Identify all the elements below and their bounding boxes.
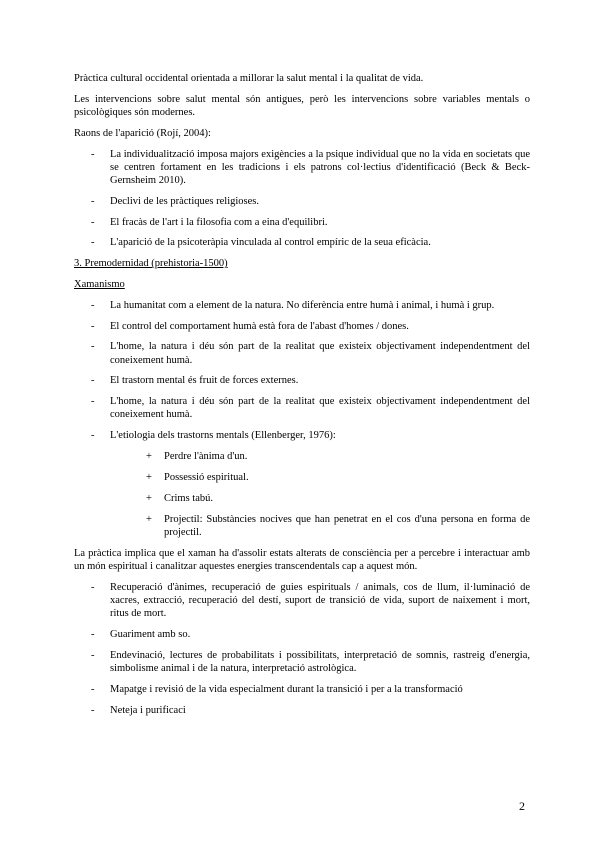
list-item xyxy=(74,628,530,641)
plus-marker: + xyxy=(146,472,152,484)
dash-marker: - xyxy=(91,649,95,661)
sub-list-item-text: Perdre l'ànima d'un. xyxy=(164,451,248,463)
plus-marker: + xyxy=(146,513,152,525)
shamanism-list xyxy=(74,299,530,539)
sub-list-item xyxy=(128,471,530,484)
subheading: Xamanismo xyxy=(74,278,125,290)
sub-list-item xyxy=(128,492,530,505)
sub-list-item-text: Possessió espiritual. xyxy=(164,472,249,484)
dash-marker: - xyxy=(91,341,95,353)
plus-marker: + xyxy=(146,451,152,463)
sub-list-item-text: Crims tabú. xyxy=(164,492,213,504)
paragraph-practice: La pràctica implica que el xaman ha d'assolir estats alterats de consciència per a percebre i interactuar amb un món espiritual i canalitzar aquestes energies transcendentals cap a aquest món. xyxy=(74,547,530,572)
list-item-text: El fracàs de l'art i la filosofia com a eina d'equilibri. xyxy=(110,216,328,228)
list-item xyxy=(74,299,530,312)
dash-marker: - xyxy=(91,396,95,408)
list-item xyxy=(74,195,530,208)
dash-marker: - xyxy=(91,148,95,160)
list-item xyxy=(74,216,530,229)
list-item xyxy=(74,704,530,717)
list-item-text: Neteja i purificaci xyxy=(110,704,186,716)
list-item xyxy=(74,320,530,333)
etiology-list xyxy=(110,450,530,539)
paragraph-interventions: Les intervencions sobre salut mental són antigues, però les intervencions sobre variables mentals o psicològiques són modernes. xyxy=(74,93,530,118)
paragraph-reasons-intro: Raons de l'aparició (Rojí, 2004): xyxy=(74,127,211,139)
sub-list-item xyxy=(128,450,530,463)
list-item xyxy=(74,340,530,366)
sub-list-item-text: Projectil: Substàncies nocives que han penetrat en el cos d'una persona en forma de projectil. xyxy=(164,513,530,538)
dash-marker: - xyxy=(91,704,95,716)
sub-list-item xyxy=(128,513,530,539)
list-item xyxy=(74,236,530,249)
dash-marker: - xyxy=(91,195,95,207)
list-item-text: L'etiologia dels trastorns mentals (Ellenberger, 1976): xyxy=(110,430,336,442)
list-item-text: L'home, la natura i déu són part de la realitat que existeix objectivament independentment del coneixement humà. xyxy=(110,341,530,366)
list-item xyxy=(74,374,530,387)
dash-marker: - xyxy=(91,320,95,332)
section-heading: 3. Premodernidad (prehistoria-1500) xyxy=(74,258,228,270)
list-item xyxy=(74,395,530,421)
dash-marker: - xyxy=(91,237,95,249)
list-item-text: Endevinació, lectures de probabilitats i possibilitats, interpretació de somnis, rastreig d'energia, simbolisme animal i de la natura, interpretació astrològica. xyxy=(110,649,530,674)
page-number: 2 xyxy=(519,799,525,813)
list-item xyxy=(74,683,530,696)
list-item xyxy=(74,581,530,621)
reasons-list xyxy=(74,148,530,250)
dash-marker: - xyxy=(91,375,95,387)
list-item xyxy=(74,148,530,188)
list-item-text: Mapatge i revisió de la vida especialment durant la transició i per a la transformació xyxy=(110,683,463,695)
list-item-text: La humanitat com a element de la natura. No diferència entre humà i animal, i humà i grup. xyxy=(110,299,495,311)
list-item-text: L'home, la natura i déu són part de la realitat que existeix objectivament independentment del coneixement humà. xyxy=(110,396,530,421)
dash-marker: - xyxy=(91,683,95,695)
list-item-text: La individualització imposa majors exigències a la psique individual que no la vida en societats que se centren fortament en les tradicions i els patrons col·lectius d'identificació (Beck & Beck-Gernsheim 2010). xyxy=(110,148,530,186)
list-item-text: Declivi de les pràctiques religioses. xyxy=(110,195,259,207)
plus-marker: + xyxy=(146,492,152,504)
list-item-text: El trastorn mental és fruit de forces externes. xyxy=(110,375,299,387)
list-item xyxy=(74,429,530,539)
dash-marker: - xyxy=(91,216,95,228)
dash-marker: - xyxy=(91,581,95,593)
dash-marker: - xyxy=(91,299,95,311)
list-item-text: L'aparició de la psicoteràpia vinculada al control empíric de la seua eficàcia. xyxy=(110,237,431,249)
list-item xyxy=(74,649,530,675)
practice-list xyxy=(74,581,530,717)
dash-marker: - xyxy=(91,430,95,442)
list-item-text: Guariment amb so. xyxy=(110,628,191,640)
page-content xyxy=(74,72,530,724)
paragraph-intro: Pràctica cultural occidental orientada a millorar la salut mental i la qualitat de vida. xyxy=(74,73,424,84)
dash-marker: - xyxy=(91,628,95,640)
list-item-text: Recuperació d'ànimes, recuperació de guies espirituals / animals, cos de llum, il·luminació de xacres, extracció, recuperació del destí, suport de transició de vida, suport de naixement i mort, ritus de mort. xyxy=(110,581,530,620)
list-item-text: El control del comportament humà està fora de l'abast d'homes / dones. xyxy=(110,320,409,332)
